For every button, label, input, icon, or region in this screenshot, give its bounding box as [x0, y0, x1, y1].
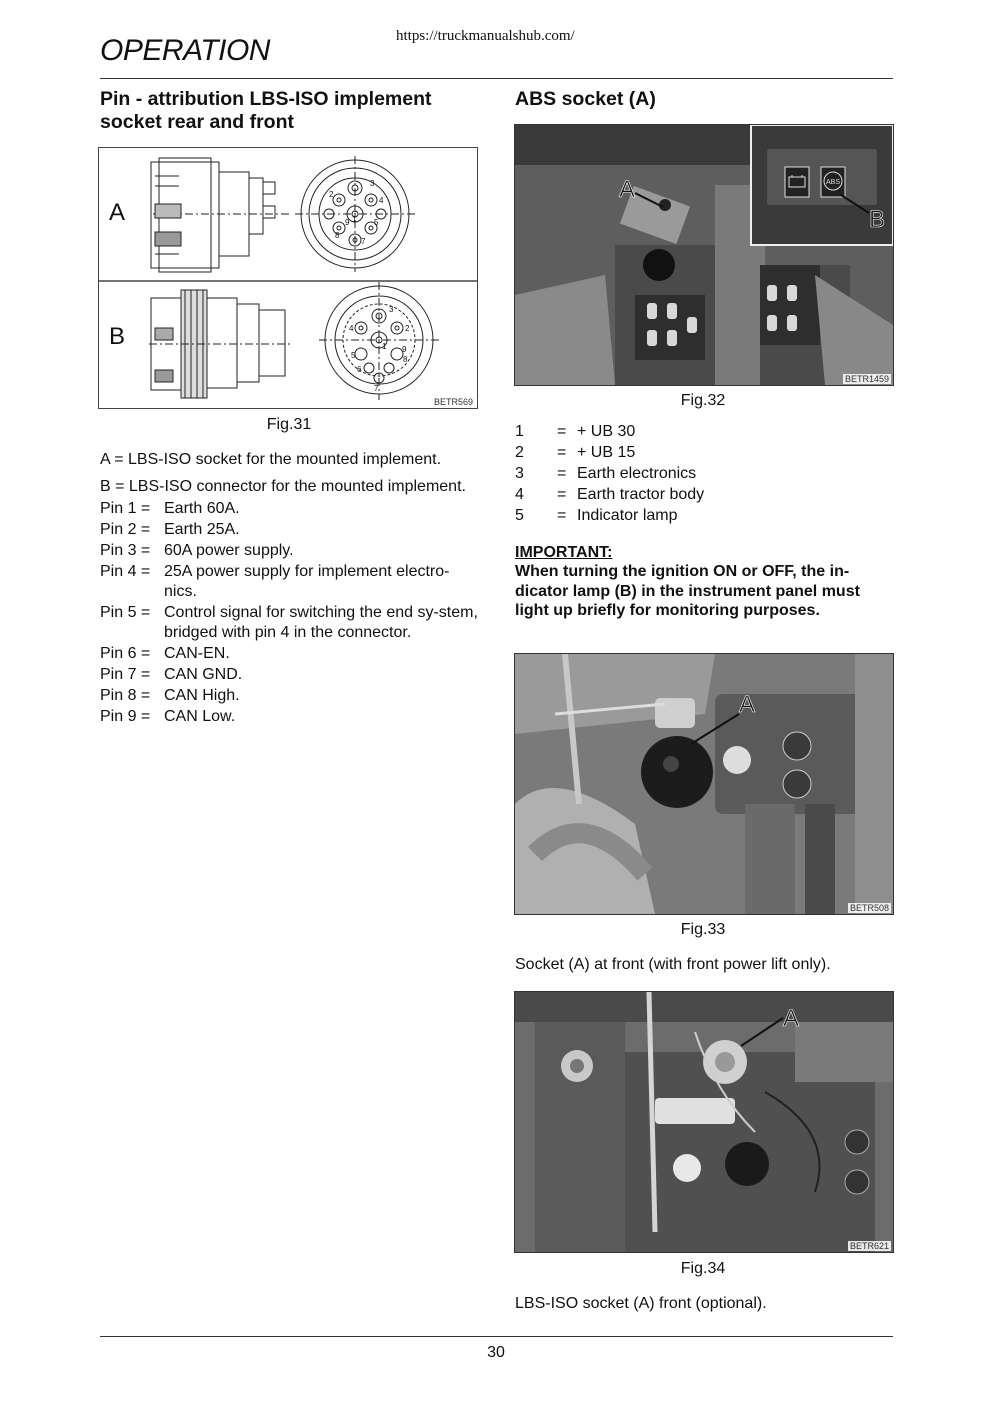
item-eq: = [557, 444, 567, 461]
svg-text:8: 8 [403, 355, 408, 364]
svg-text:9: 9 [402, 345, 407, 354]
item-number: 4 [515, 486, 524, 503]
definitions [100, 450, 482, 727]
svg-text:9: 9 [345, 218, 350, 227]
pin-row [100, 541, 482, 561]
list-item [515, 484, 893, 505]
figure-code: BETR508 [849, 903, 889, 913]
pin-key: Pin 2 = [100, 521, 151, 538]
definition-b: B = LBS-ISO connector for the mounted implement. [100, 478, 466, 495]
list-item [515, 442, 893, 463]
figure-code: BETR569 [433, 397, 473, 407]
svg-text:2: 2 [329, 190, 334, 199]
svg-text:2: 2 [405, 324, 410, 333]
svg-text:5: 5 [374, 218, 379, 227]
pin-text: CAN GND. [164, 666, 243, 683]
list-item [515, 463, 893, 484]
pin-row [100, 562, 482, 602]
figure-34-text: LBS-ISO socket (A) front (optional). [515, 1295, 767, 1312]
source-url[interactable]: https://truckmanualshub.com/ [396, 28, 575, 44]
pin-row [100, 686, 482, 706]
item-text: Earth electronics [577, 465, 697, 482]
pin-text: CAN-EN. [164, 645, 230, 662]
item-eq: = [557, 507, 567, 524]
item-text: Earth tractor body [577, 486, 705, 503]
svg-text:7: 7 [374, 384, 379, 393]
pin-key: Pin 6 = [100, 645, 151, 662]
figure-31 [98, 147, 478, 409]
item-eq: = [557, 465, 567, 482]
figure-33-photo [514, 653, 894, 915]
item-number: 2 [515, 444, 524, 461]
important-text: When turning the ignition ON or OFF, the in-dicator lamp (B) in the instrument panel must light up briefly for monitoring purposes. [515, 563, 860, 619]
photo-label-a: A [783, 1005, 800, 1032]
abs-socket-photo [515, 125, 893, 385]
pin-list [100, 499, 482, 727]
svg-text:8: 8 [335, 231, 340, 240]
figure-33-text: Socket (A) at front (with front power lift only). [515, 956, 831, 973]
photo-label-b: B [869, 206, 886, 233]
svg-text:6: 6 [357, 365, 362, 374]
pin-text: 25A power supply for implement electro-nics. [164, 563, 450, 600]
photo-label-a: A [619, 176, 636, 203]
figure-caption: Fig.33 [680, 921, 726, 938]
svg-text:ABS: ABS [825, 179, 841, 186]
pin-text: Control signal for switching the end sy-stem, bridged with pin 4 in the connector. [164, 604, 478, 641]
pin-text: CAN High. [164, 687, 240, 704]
item-text: + UB 15 [577, 444, 636, 461]
figure-caption: Fig.34 [680, 1260, 726, 1277]
item-number: 5 [515, 507, 524, 524]
figure-label-a: A [109, 199, 126, 226]
left-heading: Pin - attribution LBS-ISO implement socket rear and front [100, 88, 432, 133]
svg-text:4: 4 [379, 196, 384, 205]
pin-row [100, 644, 482, 664]
figure-label-b: B [109, 323, 126, 350]
pin-row [100, 499, 482, 519]
figure-code: BETR1459 [844, 374, 889, 384]
important-note [515, 544, 893, 621]
svg-text:5: 5 [351, 351, 356, 360]
item-text: + UB 30 [577, 423, 636, 440]
figure-code: BETR621 [849, 1241, 889, 1251]
terminal-list [515, 421, 893, 526]
pin-text: Earth 25A. [164, 521, 240, 538]
list-item [515, 421, 893, 442]
footer-rule [100, 1336, 893, 1337]
photo-label-a: A [739, 691, 756, 718]
svg-text:1: 1 [352, 215, 357, 224]
connector-drawing [99, 148, 477, 408]
pin-key: Pin 4 = [100, 563, 151, 580]
page-number: 30 [487, 1344, 505, 1361]
pin-row [100, 665, 482, 685]
item-eq: = [557, 486, 567, 503]
right-heading: ABS socket (A) [515, 88, 656, 110]
item-number: 3 [515, 465, 524, 482]
list-item [515, 505, 893, 526]
definition-a: A = LBS-ISO socket for the mounted implement. [100, 451, 442, 468]
svg-text:7: 7 [361, 237, 366, 246]
svg-text:3: 3 [389, 305, 394, 314]
svg-text:1: 1 [382, 342, 387, 351]
pin-text: CAN Low. [164, 708, 236, 725]
figure-34-photo [514, 991, 894, 1253]
pin-key: Pin 9 = [100, 708, 151, 725]
pin-row [100, 520, 482, 540]
pin-key: Pin 7 = [100, 666, 151, 683]
figure-caption: Fig.32 [680, 392, 726, 409]
pin-key: Pin 1 = [100, 500, 151, 517]
section-title: OPERATION [100, 34, 270, 67]
item-eq: = [557, 423, 567, 440]
item-text: Indicator lamp [577, 507, 678, 524]
header-rule [100, 78, 893, 79]
pin-key: Pin 5 = [100, 604, 151, 621]
figure-32-photo [514, 124, 894, 386]
front-socket-photo [515, 654, 893, 914]
pin-row [100, 707, 482, 727]
item-number: 1 [515, 423, 524, 440]
svg-text:4: 4 [349, 324, 354, 333]
figure-caption: Fig.31 [266, 416, 312, 433]
pin-key: Pin 8 = [100, 687, 151, 704]
lbs-iso-socket-photo [515, 992, 893, 1252]
pin-key: Pin 3 = [100, 542, 151, 559]
pin-text: 60A power supply. [164, 542, 294, 559]
important-heading: IMPORTANT: [515, 544, 613, 561]
pin-row [100, 603, 482, 643]
pin-text: Earth 60A. [164, 500, 240, 517]
svg-text:3: 3 [370, 179, 375, 188]
